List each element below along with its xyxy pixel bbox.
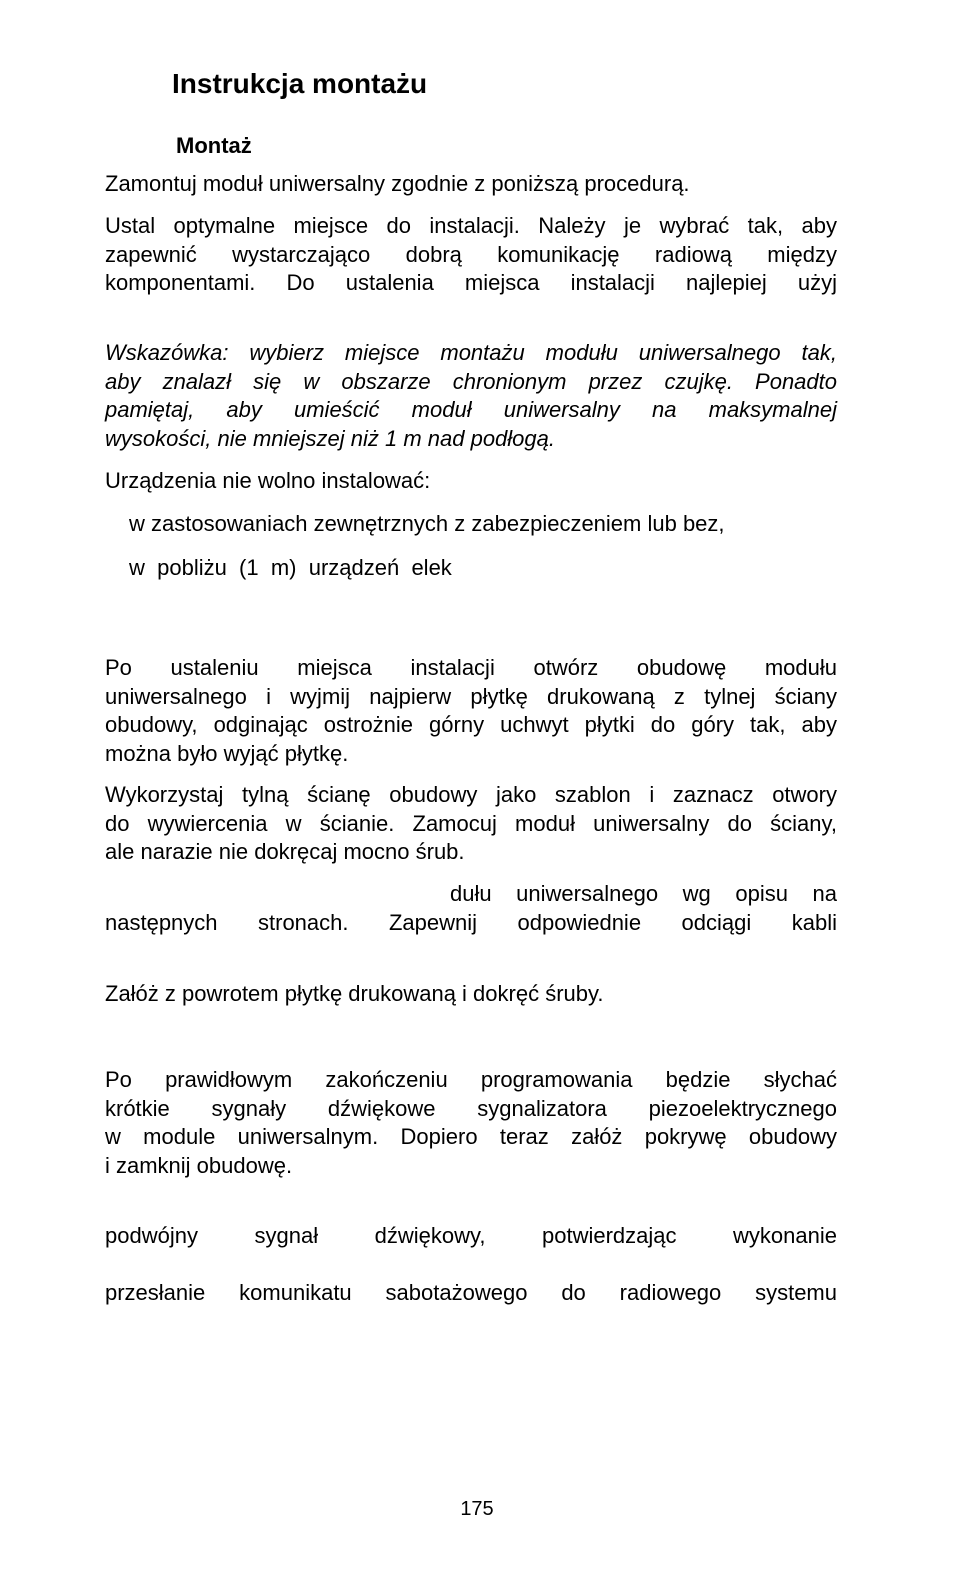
tip-line: pamiętaj, aby umieścić moduł uniwersalny na maksymalnej [105, 397, 837, 422]
tip-line: wysokości, nie mniejszej niż 1 m nad podłogą. [105, 425, 556, 451]
tip-line: Wskazówka: wybierz miejsce montażu modułu uniwersalnego tak, [105, 340, 837, 365]
paragraph-line: i zamknij obudowę. [105, 1152, 293, 1178]
list-item: w pobliżu (1 m) urządzeń elek [129, 555, 452, 580]
paragraph-open-housing [105, 654, 837, 768]
paragraph-line: podwójny sygnał dźwiękowy, potwierdzając wykonanie [105, 1223, 837, 1248]
page-number: 175 [460, 1498, 494, 1520]
paragraph-line: dułu uniwersalnego wg opisu na [450, 881, 837, 906]
page-title: Instrukcja montażu [172, 68, 428, 99]
paragraph-line: można było wyjąć płytkę. [105, 740, 349, 766]
paragraph-line: ale narazie nie dokręcaj mocno śrub. [105, 839, 465, 864]
paragraph-reinstall-pcb: Załóż z powrotem płytkę drukowaną i dokręć śruby. [105, 981, 604, 1006]
tip-paragraph [105, 339, 837, 453]
paragraph-line: przesłanie komunikatu sabotażowego do radiowego systemu [105, 1280, 837, 1305]
paragraph-tamper-message [105, 1279, 837, 1308]
paragraph-line: obudowy, odginając ostrożnie górny uchwyt płytki do góry tak, aby [105, 712, 837, 737]
paragraph-line: do wywiercenia w ścianie. Zamocuj moduł uniwersalny do ściany, [105, 810, 837, 836]
paragraph-mount-template [105, 781, 837, 867]
paragraph-programming [105, 1066, 837, 1180]
paragraph-line: Po ustaleniu miejsca instalacji otwórz obudowę modułu [105, 655, 837, 680]
paragraph-line: w module uniwersalnym. Dopiero teraz załóż pokrywę obudowy [105, 1124, 837, 1149]
paragraph-line: uniwersalnego i wyjmij najpierw płytkę drukowaną z tylnej ściany [105, 683, 837, 709]
paragraph-line: Wykorzystaj tylną ścianę obudowy jako szablon i zaznacz otwory [105, 782, 837, 807]
list-item: w zastosowaniach zewnętrznych z zabezpieczeniem lub bez, [129, 511, 725, 536]
paragraph-line: następnych stronach. Zapewnij odpowiednie odciągi kabli [105, 909, 837, 935]
intro-paragraph: Zamontuj moduł uniwersalny zgodnie z poniższą procedurą. [105, 171, 690, 196]
paragraph-line: komponentami. Do ustalenia miejsca instalacji najlepiej użyj [105, 270, 837, 295]
no-install-label: Urządzenia nie wolno instalować: [105, 468, 431, 493]
section-title: Montaż [176, 133, 252, 158]
paragraph-line: krótkie sygnały dźwiękowe sygnalizatora piezoelektrycznego [105, 1095, 837, 1121]
paragraph-wiring [105, 880, 837, 937]
paragraph-line: Ustal optymalne miejsce do instalacji. Należy je wybrać tak, aby [105, 213, 837, 238]
paragraph-line: zapewnić wystarczająco dobrą komunikację radiową między [105, 241, 837, 267]
paragraph-double-beep [105, 1222, 837, 1251]
paragraph-line: Po prawidłowym zakończeniu programowania będzie słychać [105, 1067, 837, 1092]
tip-line: aby znalazł się w obszarze chronionym przez czujkę. Ponadto [105, 368, 837, 394]
paragraph-location [105, 212, 837, 298]
